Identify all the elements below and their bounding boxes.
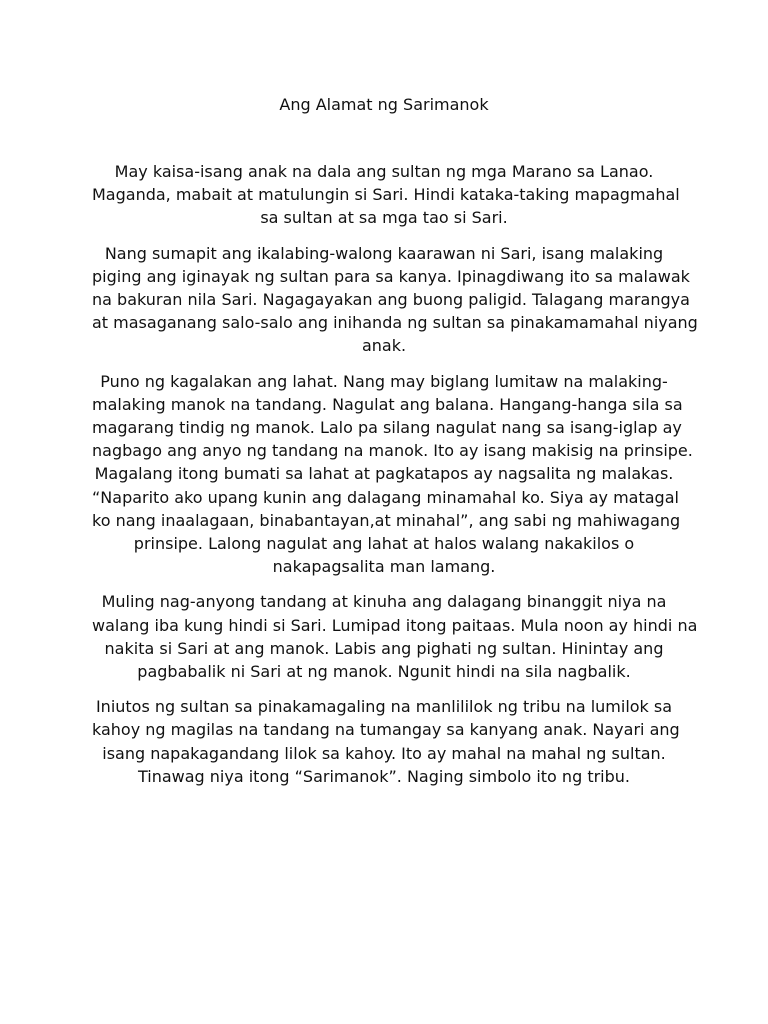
document-title: Ang Alamat ng Sarimanok: [279, 95, 489, 114]
paragraph-line: isang napakagandang lilok sa kahoy. Ito ay mahal na mahal ng sultan.: [102, 743, 666, 763]
paragraph-line: kahoy ng magilas na tandang na tumangay sa kanyang anak. Nayari ang: [92, 720, 680, 740]
paragraph-line: Maganda, mabait at matulungin si Sari. Hindi kataka-taking mapagmahal: [92, 185, 680, 205]
paragraph-line: ko nang inaalagaan, binabantayan,at minahal”, ang sabi ng mahiwagang: [92, 510, 681, 530]
paragraph-line: magarang tindig ng manok. Lalo pa silang nagulat nang sa isang-iglap ay: [92, 418, 682, 438]
paragraph-line: Puno ng kagalakan ang lahat. Nang may biglang lumitaw na malaking-: [100, 371, 668, 391]
paragraph-line: prinsipe. Lalong nagulat ang lahat at halos walang nakakilos o: [133, 534, 635, 554]
paragraph-line: May kaisa-isang anak na dala ang sultan ng mga Marano sa Lanao.: [114, 162, 654, 181]
paragraph-5: [92, 695, 680, 788]
paragraph-line: sa sultan at sa mga tao si Sari.: [260, 208, 508, 228]
paragraph-line: anak.: [361, 336, 407, 356]
paragraph-line: Iniutos ng sultan sa pinakamagaling na manlililok ng tribu na lumilok sa: [95, 697, 673, 717]
paragraph-line: nakapagsalita man lamang.: [272, 557, 496, 577]
paragraph-2: [92, 242, 698, 358]
paragraph-line: nagbago ang anyo ng tandang na manok. Ito ay isang makisig na prinsipe.: [92, 441, 693, 461]
paragraph-3: [92, 370, 693, 579]
paragraph-line: malaking manok na tandang. Nagulat ang balana. Hangang-hanga sila sa: [92, 394, 683, 414]
paragraph-line: at masaganang salo-salo ang inihanda ng sultan sa pinakamamahal niyang: [92, 313, 698, 333]
paragraph-line: na bakuran nila Sari. Nagagayakan ang buong paligid. Talagang marangya: [92, 290, 690, 310]
paragraph-1: [92, 160, 680, 230]
paragraph-line: Muling nag-anyong tandang at kinuha ang dalagang binanggit niya na: [101, 592, 667, 612]
paragraph-4: [92, 590, 698, 683]
paragraph-line: piging ang iginayak ng sultan para sa kanya. Ipinagdiwang ito sa malawak: [92, 266, 690, 286]
paragraph-line: pagbabalik ni Sari at ng manok. Ngunit hindi na sila nagbalik.: [137, 662, 631, 682]
paragraph-line: Tinawag niya itong “Sarimanok”. Naging simbolo ito ng tribu.: [137, 766, 630, 786]
paragraph-line: “Naparito ako upang kunin ang dalagang minamahal ko. Siya ay matagal: [92, 487, 679, 507]
paragraph-line: Nang sumapit ang ikalabing-walong kaarawan ni Sari, isang malaking: [104, 243, 664, 263]
document-body: [92, 160, 698, 800]
paragraph-line: nakita si Sari at ang manok. Labis ang pighati ng sultan. Hinintay ang: [104, 638, 664, 658]
paragraph-line: Magalang itong bumati sa lahat at pagkatapos ay nagsalita ng malakas.: [94, 464, 674, 484]
paragraph-line: walang iba kung hindi si Sari. Lumipad itong paitaas. Mula noon ay hindi na: [92, 615, 698, 635]
